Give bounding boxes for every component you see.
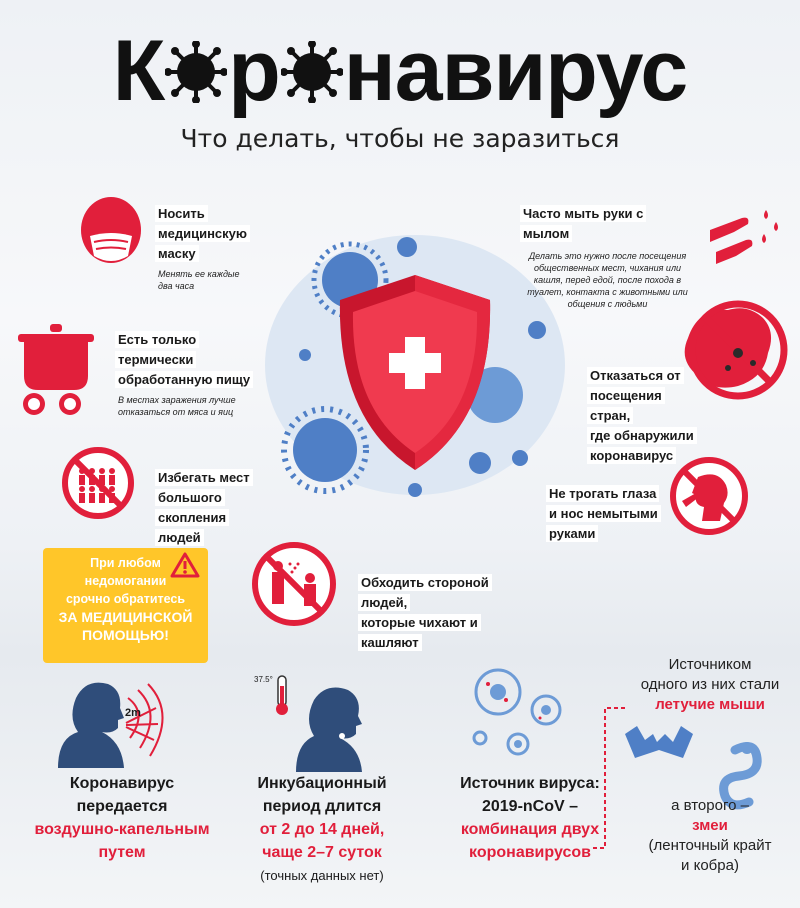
person-fever-icon xyxy=(262,672,380,772)
bat-icon xyxy=(625,726,693,758)
page-title xyxy=(0,22,800,121)
tip-line: коронавирус xyxy=(587,447,676,464)
tip-line: маску xyxy=(155,245,199,262)
tip-line: термически xyxy=(115,351,196,368)
fact-line: от 2 до 14 дней, xyxy=(259,821,385,838)
tip-line: Не трогать глаза xyxy=(546,485,659,502)
tip-line: руками xyxy=(546,525,598,542)
fact-spread xyxy=(22,772,222,864)
tip-line: медицинскую xyxy=(155,225,250,242)
warning-line: ПОМОЩЬЮ! xyxy=(82,627,169,643)
warning-line: недомогании xyxy=(84,574,167,588)
fact-line: (ленточный крайт xyxy=(648,837,772,854)
face-touch-forbidden-icon xyxy=(668,455,750,537)
tip-line: Отказаться от xyxy=(587,367,684,384)
tip-line: и нос немытыми xyxy=(546,505,661,522)
tip-line: Есть только xyxy=(115,331,199,348)
tip-line: Носить xyxy=(155,205,208,222)
title-part: р xyxy=(228,23,280,119)
tip-travel xyxy=(587,366,697,466)
fact-line: а второго – xyxy=(671,797,749,814)
warning-line: ЗА МЕДИЦИНСКОЙ xyxy=(58,609,193,625)
tip-line: где обнаружили xyxy=(587,427,697,444)
tip-wash xyxy=(520,204,695,310)
tip-note: В местах заражения лучше отказаться от мяса и яиц xyxy=(118,395,236,417)
tip-line: большого xyxy=(155,489,225,506)
fact-line: путем xyxy=(98,844,146,861)
sneeze-forbidden-icon xyxy=(250,540,338,628)
fact-line: комбинация двух xyxy=(460,821,600,838)
fact-line: змеи xyxy=(692,817,728,834)
crowd-forbidden-icon xyxy=(60,445,136,521)
fact-line: Инкубационный xyxy=(257,775,387,792)
tip-sneeze xyxy=(358,573,538,653)
tip-line: Обходить стороной людей, xyxy=(358,574,492,611)
temperature-label: 37.5° xyxy=(254,675,273,684)
fact-line: воздушно-капельным xyxy=(34,821,210,838)
tip-line: скопления людей xyxy=(155,509,229,546)
fact-line: Источник вируса: xyxy=(460,775,600,792)
tip-note: Менять ее каждые два часа xyxy=(158,269,240,291)
distance-label: 2m xyxy=(125,707,141,719)
title-part: навирус xyxy=(343,23,688,119)
tip-touch xyxy=(546,484,661,544)
warning-triangle-icon xyxy=(170,552,200,578)
fact-line: Коронавирус xyxy=(69,775,175,792)
fact-line: чаще 2–7 суток xyxy=(262,844,382,861)
fact-line: и кобра) xyxy=(681,857,739,874)
fact-line: период длится xyxy=(262,798,382,815)
fact-line: одного из них стали xyxy=(640,676,780,693)
person-spread-icon xyxy=(38,668,168,768)
subtitle: Что делать, чтобы не заразиться xyxy=(180,124,620,153)
tip-mask xyxy=(155,204,265,292)
mask-icon xyxy=(76,196,146,274)
tip-line: которые чихают и кашляют xyxy=(358,614,481,651)
fact-line: летучие мыши xyxy=(655,696,765,713)
tip-note: Делать это нужно после посещения общественных мест, чихания или кашля, перед едой, после похода в туалет, контакта с животными или общения с людьми xyxy=(527,251,688,309)
virus-cells-icon xyxy=(460,660,578,768)
fact-line: (точных данных нет) xyxy=(260,868,384,883)
fact-line: передается xyxy=(76,798,168,815)
virus-letter-icon xyxy=(165,41,227,103)
hands-washing-icon xyxy=(706,200,788,270)
fact-origin-bottom xyxy=(620,796,800,876)
warning-line: срочно обратитесь xyxy=(65,592,186,606)
title-part: К xyxy=(112,23,165,119)
warning-line: При любом xyxy=(90,556,161,570)
tip-line: обработанную пищу xyxy=(115,371,253,388)
virus-letter-icon xyxy=(281,41,343,103)
tip-food xyxy=(115,330,255,418)
tip-crowd xyxy=(155,468,270,548)
pot-icon xyxy=(12,318,100,418)
fact-line: Источником xyxy=(668,656,752,673)
fact-line: коронавирусов xyxy=(469,844,591,861)
tip-line: Часто мыть руки с мылом xyxy=(520,205,646,242)
fact-incubation xyxy=(222,772,422,887)
tip-line: посещения стран, xyxy=(587,387,665,424)
tip-line: Избегать мест xyxy=(155,469,253,486)
fact-line: 2019-nCoV – xyxy=(481,798,579,815)
